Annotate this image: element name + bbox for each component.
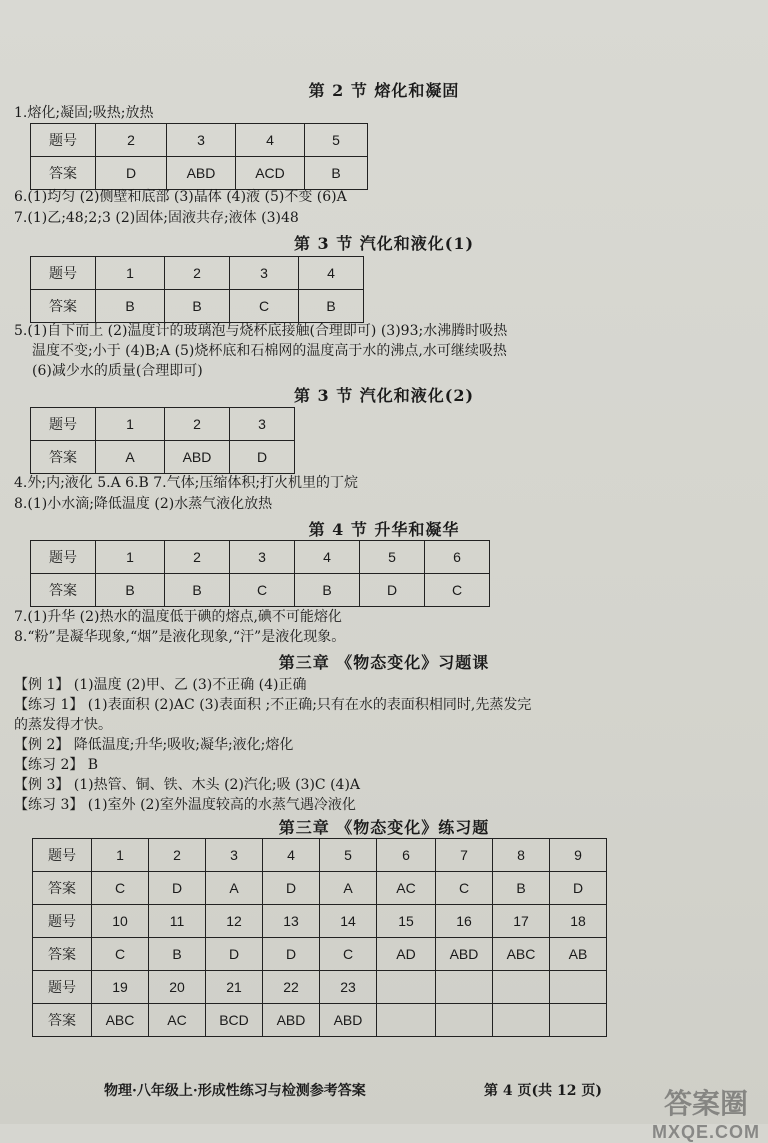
table-cell: B bbox=[149, 938, 206, 971]
table-cell: 20 bbox=[149, 971, 206, 1004]
answer-table-s4 bbox=[30, 540, 490, 607]
table-row-label: 题号 bbox=[31, 124, 96, 157]
table-cell: D bbox=[263, 872, 320, 905]
table-cell: D bbox=[550, 872, 607, 905]
table-cell: C bbox=[92, 872, 149, 905]
table-row bbox=[33, 971, 607, 1004]
table-cell: AD bbox=[377, 938, 436, 971]
table-cell: 5 bbox=[320, 839, 377, 872]
table-cell bbox=[436, 1004, 493, 1037]
table-cell: ABD bbox=[436, 938, 493, 971]
table-cell: B bbox=[96, 290, 165, 323]
table-cell: A bbox=[206, 872, 263, 905]
table-cell: 11 bbox=[149, 905, 206, 938]
answer-line: 5.(1)自下而上 (2)温度计的玻璃泡与烧杯底接触(合理即可) (3)93;水沸腾时吸热 bbox=[14, 323, 508, 339]
watermark-logo bbox=[652, 1082, 760, 1143]
table-cell: 17 bbox=[493, 905, 550, 938]
section-title-vaporization-2: 第 3 节 汽化和液化(2) bbox=[293, 386, 475, 405]
answer-line: 1.熔化;凝固;吸热;放热 bbox=[14, 105, 154, 121]
table-cell: 5 bbox=[360, 541, 425, 574]
section-title-vaporization-1: 第 3 节 汽化和液化(1) bbox=[293, 234, 475, 253]
table-row bbox=[33, 938, 607, 971]
table-cell: 8 bbox=[493, 839, 550, 872]
table-cell: 1 bbox=[96, 541, 165, 574]
answer-line: 【例 2】 降低温度;升华;吸收;凝华;液化;熔化 bbox=[14, 737, 294, 753]
table-cell bbox=[550, 971, 607, 1004]
table-row bbox=[31, 290, 364, 323]
table-cell: 7 bbox=[436, 839, 493, 872]
table-cell: ABD bbox=[165, 441, 230, 474]
table-cell: B bbox=[305, 157, 368, 190]
watermark-text: 答案圈 bbox=[663, 1087, 748, 1120]
answer-line: 6.(1)均匀 (2)侧壁和底部 (3)晶体 (4)液 (5)不变 (6)A bbox=[14, 189, 347, 205]
table-cell: 6 bbox=[425, 541, 490, 574]
table-cell: B bbox=[493, 872, 550, 905]
chapter-title-exercise-class: 第三章 《物态变化》习题课 bbox=[278, 653, 490, 672]
answer-table-practice bbox=[32, 838, 607, 1037]
table-cell: C bbox=[436, 872, 493, 905]
table-cell: 5 bbox=[305, 124, 368, 157]
table-cell: B bbox=[165, 290, 230, 323]
answer-table-s2 bbox=[30, 123, 368, 190]
table-cell: 1 bbox=[96, 408, 165, 441]
table-cell: AB bbox=[550, 938, 607, 971]
footer-page-number: 第 4 页(共 12 页) bbox=[484, 1083, 602, 1099]
table-cell: C bbox=[230, 574, 295, 607]
table-cell: 1 bbox=[92, 839, 149, 872]
table-row bbox=[33, 905, 607, 938]
table-cell: C bbox=[425, 574, 490, 607]
table-cell: 9 bbox=[550, 839, 607, 872]
answer-table-s3a bbox=[30, 256, 364, 323]
table-cell: AC bbox=[149, 1004, 206, 1037]
table-cell bbox=[377, 1004, 436, 1037]
table-cell: ABD bbox=[167, 157, 236, 190]
table-cell: A bbox=[320, 872, 377, 905]
footer-book-title: 物理·八年级上·形成性练习与检测参考答案 bbox=[104, 1083, 366, 1099]
table-cell: 4 bbox=[236, 124, 305, 157]
table-cell: 12 bbox=[206, 905, 263, 938]
table-cell: D bbox=[149, 872, 206, 905]
table-row bbox=[31, 441, 295, 474]
table-row bbox=[31, 257, 364, 290]
table-row-label: 答案 bbox=[31, 441, 96, 474]
table-cell: ABD bbox=[320, 1004, 377, 1037]
table-cell: 18 bbox=[550, 905, 607, 938]
table-cell: 2 bbox=[165, 541, 230, 574]
table-row bbox=[31, 408, 295, 441]
table-cell: 21 bbox=[206, 971, 263, 1004]
table-cell: ABD bbox=[263, 1004, 320, 1037]
table-cell bbox=[493, 971, 550, 1004]
table-cell bbox=[550, 1004, 607, 1037]
answer-table-s3b bbox=[30, 407, 295, 474]
table-cell: BCD bbox=[206, 1004, 263, 1037]
table-cell: C bbox=[230, 290, 299, 323]
table-row-label: 题号 bbox=[31, 408, 96, 441]
table-row-label: 答案 bbox=[33, 938, 92, 971]
table-cell: ACD bbox=[236, 157, 305, 190]
table-row-label: 答案 bbox=[33, 1004, 92, 1037]
table-row-label: 题号 bbox=[31, 257, 96, 290]
table-row-label: 答案 bbox=[31, 290, 96, 323]
table-row-label: 题号 bbox=[33, 905, 92, 938]
table-cell: 23 bbox=[320, 971, 377, 1004]
table-cell: D bbox=[263, 938, 320, 971]
table-cell: D bbox=[206, 938, 263, 971]
table-row-label: 题号 bbox=[31, 541, 96, 574]
table-row-label: 题号 bbox=[33, 971, 92, 1004]
table-row bbox=[31, 124, 368, 157]
table-cell: ABC bbox=[92, 1004, 149, 1037]
table-cell: 4 bbox=[263, 839, 320, 872]
answer-line: 【练习 1】 (1)表面积 (2)AC (3)表面积 ;不正确;只有在水的表面积相同时,先蒸发完 bbox=[14, 697, 532, 713]
answer-line: 【例 1】 (1)温度 (2)甲、乙 (3)不正确 (4)正确 bbox=[14, 677, 307, 693]
table-cell: AC bbox=[377, 872, 436, 905]
answer-line: 7.(1)升华 (2)热水的温度低于碘的熔点,碘不可能熔化 bbox=[14, 609, 342, 625]
table-cell: C bbox=[320, 938, 377, 971]
table-cell: 3 bbox=[230, 408, 295, 441]
table-cell: A bbox=[96, 441, 165, 474]
table-cell: B bbox=[299, 290, 364, 323]
table-cell: 16 bbox=[436, 905, 493, 938]
answer-line: 8.“粉”是凝华现象,“烟”是液化现象,“汗”是液化现象。 bbox=[14, 629, 346, 645]
table-row bbox=[33, 839, 607, 872]
table-cell: B bbox=[165, 574, 230, 607]
table-cell: 10 bbox=[92, 905, 149, 938]
table-cell: 1 bbox=[96, 257, 165, 290]
answer-line: 【练习 2】 B bbox=[14, 757, 99, 773]
answer-line: 温度不变;小于 (4)B;A (5)烧杯底和石棉网的温度高于水的沸点,水可继续吸热 bbox=[32, 343, 507, 359]
section-title-sublimation: 第 4 节 升华和凝华 bbox=[308, 520, 460, 539]
table-cell: 4 bbox=[299, 257, 364, 290]
table-cell: 2 bbox=[165, 257, 230, 290]
table-cell: 22 bbox=[263, 971, 320, 1004]
table-cell: D bbox=[360, 574, 425, 607]
table-cell: 2 bbox=[165, 408, 230, 441]
table-cell bbox=[377, 971, 436, 1004]
section-title-melting: 第 2 节 熔化和凝固 bbox=[308, 81, 460, 100]
table-row-label: 题号 bbox=[33, 839, 92, 872]
table-cell bbox=[493, 1004, 550, 1037]
table-row-label: 答案 bbox=[31, 157, 96, 190]
table-cell: 3 bbox=[230, 541, 295, 574]
table-cell: B bbox=[96, 574, 165, 607]
chapter-title-practice: 第三章 《物态变化》练习题 bbox=[278, 818, 490, 837]
table-cell: D bbox=[96, 157, 167, 190]
table-cell: 6 bbox=[377, 839, 436, 872]
answer-line: 7.(1)乙;48;2;3 (2)固体;固液共存;液体 (3)48 bbox=[14, 210, 299, 226]
answer-line: 的蒸发得才快。 bbox=[14, 717, 112, 733]
table-cell: 2 bbox=[149, 839, 206, 872]
table-cell: 3 bbox=[167, 124, 236, 157]
table-row bbox=[33, 872, 607, 905]
table-cell: 3 bbox=[206, 839, 263, 872]
table-row-label: 答案 bbox=[33, 872, 92, 905]
watermark-url: MXQE.COM bbox=[651, 1122, 760, 1142]
answer-line: 8.(1)小水滴;降低温度 (2)水蒸气液化放热 bbox=[14, 496, 273, 512]
table-row bbox=[31, 541, 490, 574]
table-cell: 3 bbox=[230, 257, 299, 290]
table-cell: 13 bbox=[263, 905, 320, 938]
answer-line: 【练习 3】 (1)室外 (2)室外温度较高的水蒸气遇冷液化 bbox=[14, 797, 356, 813]
table-row bbox=[31, 157, 368, 190]
table-cell: 2 bbox=[96, 124, 167, 157]
table-cell: 15 bbox=[377, 905, 436, 938]
table-cell: D bbox=[230, 441, 295, 474]
table-row bbox=[33, 1004, 607, 1037]
table-row bbox=[31, 574, 490, 607]
table-cell: ABC bbox=[493, 938, 550, 971]
table-cell: 14 bbox=[320, 905, 377, 938]
table-cell bbox=[436, 971, 493, 1004]
table-row-label: 答案 bbox=[31, 574, 96, 607]
answer-line: 4.外;内;液化 5.A 6.B 7.气体;压缩体积;打火机里的丁烷 bbox=[14, 475, 359, 491]
table-cell: 19 bbox=[92, 971, 149, 1004]
answer-line: 【例 3】 (1)热管、铜、铁、木头 (2)汽化;吸 (3)C (4)A bbox=[14, 777, 361, 793]
table-cell: B bbox=[295, 574, 360, 607]
table-cell: 4 bbox=[295, 541, 360, 574]
answer-line: (6)减少水的质量(合理即可) bbox=[32, 363, 203, 379]
table-cell: C bbox=[92, 938, 149, 971]
